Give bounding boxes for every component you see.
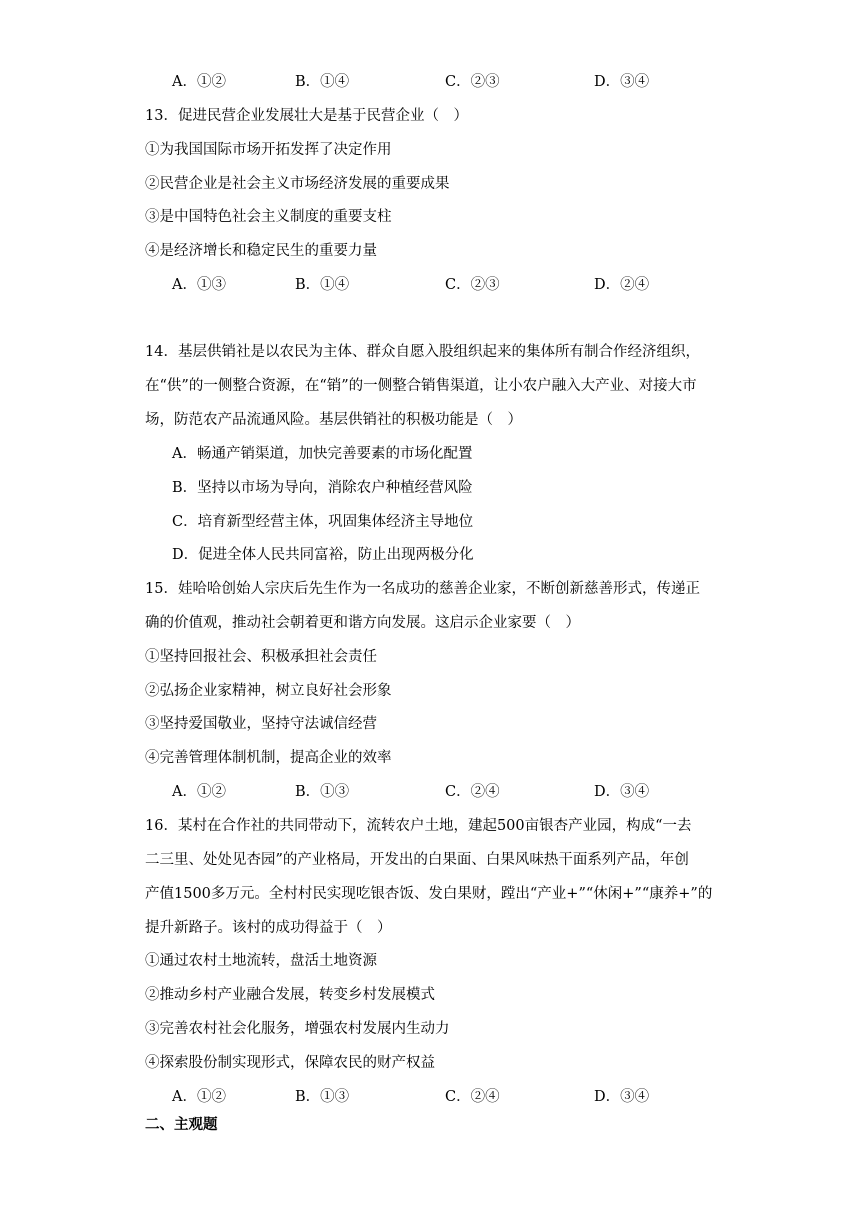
q15-options — [172, 782, 732, 802]
q16-item-3: ③完善农村社会化服务，增强农村发展内生动力 — [145, 1021, 450, 1037]
q14-stem-line-3: 场，防范农产品流通风险。基层供销社的积极功能是（ ） — [145, 412, 522, 428]
q16-option-a: A．①② — [172, 1089, 226, 1105]
q13-item-1: ①为我国国际市场开拓发挥了决定作用 — [145, 142, 392, 158]
q13-item-3: ③是中国特色社会主义制度的重要支柱 — [145, 209, 392, 225]
q15-option-d: D．③④ — [594, 784, 650, 800]
q13-option-b: B．①④ — [295, 277, 350, 293]
q16-option-c: C．②④ — [445, 1089, 500, 1105]
q14-choice-b: B．坚持以市场为导向，消除农户种植经营风险 — [172, 480, 473, 496]
q16-item-2: ②推动乡村产业融合发展，转变乡村发展模式 — [145, 987, 435, 1003]
q14-choice-a: A．畅通产销渠道，加快完善要素的市场化配置 — [172, 446, 473, 462]
q15-item-2: ②弘扬企业家精神，树立良好社会形象 — [145, 683, 392, 699]
q16-item-1: ①通过农村土地流转，盘活土地资源 — [145, 953, 377, 969]
q14-stem-line-1: 14．基层供销社是以农民为主体、群众自愿入股组织起来的集体所有制合作经济组织， — [145, 344, 700, 360]
q13-item-4: ④是经济增长和稳定民生的重要力量 — [145, 243, 377, 259]
q12-option-c: C．②③ — [445, 74, 500, 90]
q15-item-1: ①坚持回报社会、积极承担社会责任 — [145, 649, 377, 665]
q15-option-c: C．②④ — [445, 784, 500, 800]
q14-choice-c: C．培育新型经营主体，巩固集体经济主导地位 — [172, 514, 474, 530]
q15-stem-line-1: 15．娃哈哈创始人宗庆后先生作为一名成功的慈善企业家，不断创新慈善形式，传递正 — [145, 581, 700, 597]
q16-option-d: D．③④ — [594, 1089, 650, 1105]
q16-item-4: ④探索股份制实现形式，保障农民的财产权益 — [145, 1055, 435, 1071]
q13-option-d: D．②④ — [594, 277, 650, 293]
q16-stem-line-1: 16．某村在合作社的共同带动下，流转农户土地，建起500亩银杏产业园，构成“一去 — [145, 818, 692, 834]
q14-stem-line-2: 在“供”的一侧整合资源，在“销”的一侧整合销售渠道，让小农户融入大产业、对接大市 — [145, 378, 697, 394]
q14-choice-d: D．促进全体人民共同富裕，防止出现两极分化 — [172, 547, 474, 563]
q12-option-a: A．①② — [172, 74, 226, 90]
q16-options — [172, 1087, 732, 1107]
q15-item-3: ③坚持爱国敬业，坚持守法诚信经营 — [145, 716, 377, 732]
q13-option-c: C．②③ — [445, 277, 500, 293]
q15-option-a: A．①② — [172, 784, 226, 800]
q15-option-b: B．①③ — [295, 784, 350, 800]
section-heading-subjective: 二、主观题 — [145, 1116, 218, 1133]
q16-stem-line-4: 提升新路子。该村的成功得益于（ ） — [145, 920, 392, 936]
q13-item-2: ②民营企业是社会主义市场经济发展的重要成果 — [145, 176, 450, 192]
q13-stem: 13．促进民营企业发展壮大是基于民营企业（ ） — [145, 108, 468, 124]
q13-options — [172, 275, 732, 295]
q15-item-4: ④完善管理体制机制，提高企业的效率 — [145, 750, 392, 766]
q16-option-b: B．①③ — [295, 1089, 350, 1105]
q16-stem-line-3: 产值1500多万元。全村村民实现吃银杏饭、发白果财，蹚出“产业+”“休闲+”“康养+”的 — [145, 886, 713, 902]
q16-stem-line-2: 二三里、处处见杏园”的产业格局，开发出的白果面、白果风味热干面系列产品，年创 — [145, 852, 689, 868]
q12-options — [172, 72, 732, 92]
q13-option-a: A．①③ — [172, 277, 226, 293]
q15-stem-line-2: 确的价值观，推动社会朝着更和谐方向发展。这启示企业家要（ ） — [145, 615, 580, 631]
q12-option-d: D．③④ — [594, 74, 650, 90]
q12-option-b: B．①④ — [295, 74, 350, 90]
